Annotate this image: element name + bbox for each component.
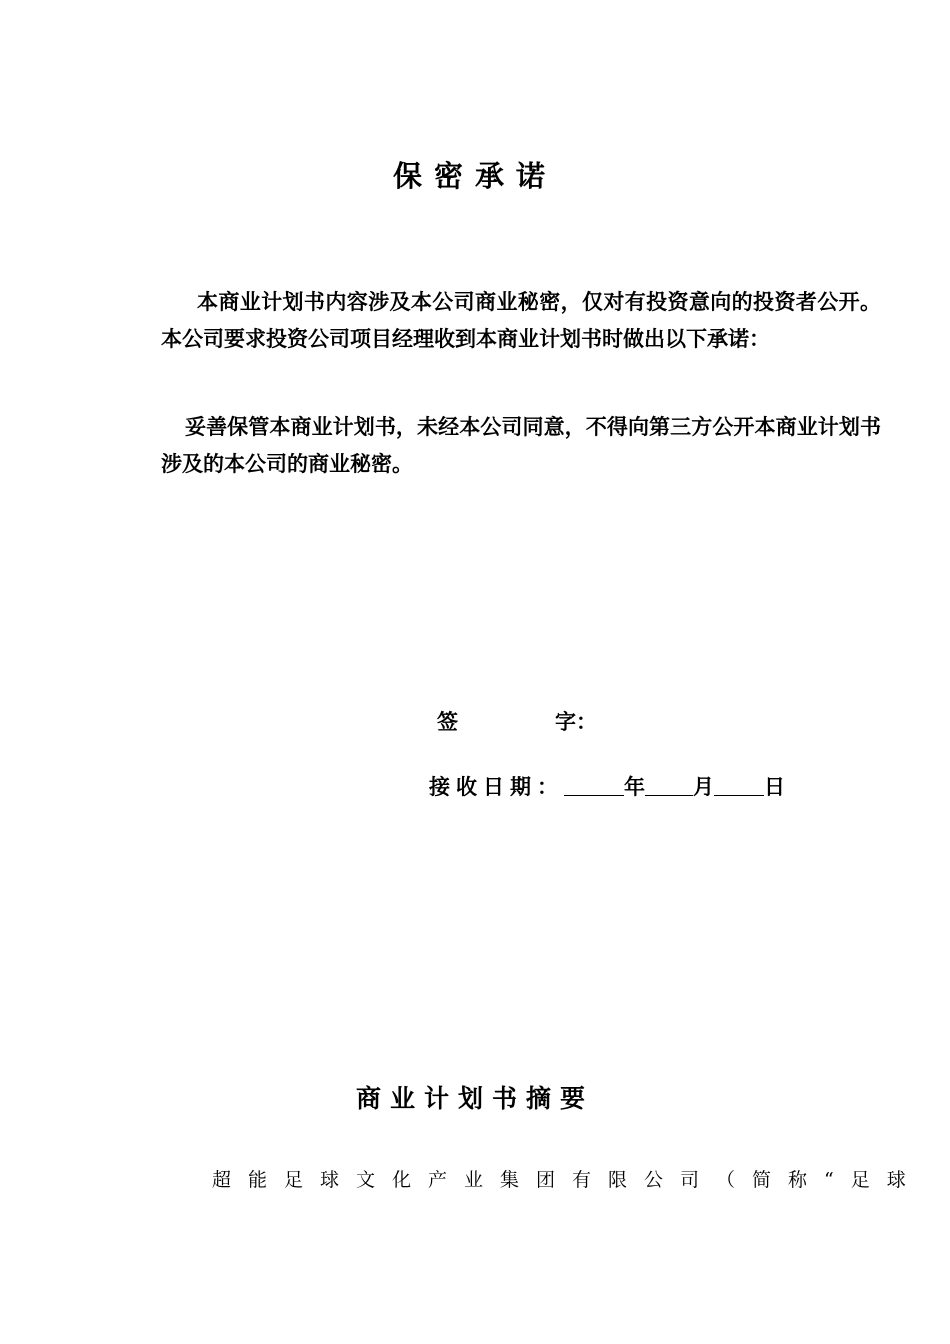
day-label: 日	[764, 774, 785, 799]
day-blank	[714, 771, 764, 796]
signature-label-part2: 字：	[555, 709, 597, 734]
receipt-date-row	[429, 768, 785, 806]
receipt-date-label: 接收日期：	[429, 774, 564, 799]
confidentiality-title: 保密承诺	[392, 159, 557, 193]
signature-label-part1: 签	[437, 709, 458, 734]
month-label: 月	[693, 774, 714, 799]
confidentiality-paragraph-2: 妥善保管本商业计划书，未经本公司同意，不得向第三方公开本商业计划书涉及的本公司的商业秘密。	[161, 414, 881, 476]
summary-title: 商业计划书摘要	[355, 1084, 594, 1113]
signature-row	[437, 704, 597, 740]
year-blank	[564, 771, 624, 796]
month-blank	[645, 771, 693, 796]
confidentiality-paragraph-1: 本商业计划书内容涉及本公司商业秘密，仅对有投资意向的投资者公开。本公司要求投资公司项目经理收到本商业计划书时做出以下承诺：	[161, 289, 881, 351]
year-label: 年	[624, 774, 645, 799]
summary-first-line: 超能足球文化产业集团有限公司（简称“足球	[212, 1169, 923, 1191]
